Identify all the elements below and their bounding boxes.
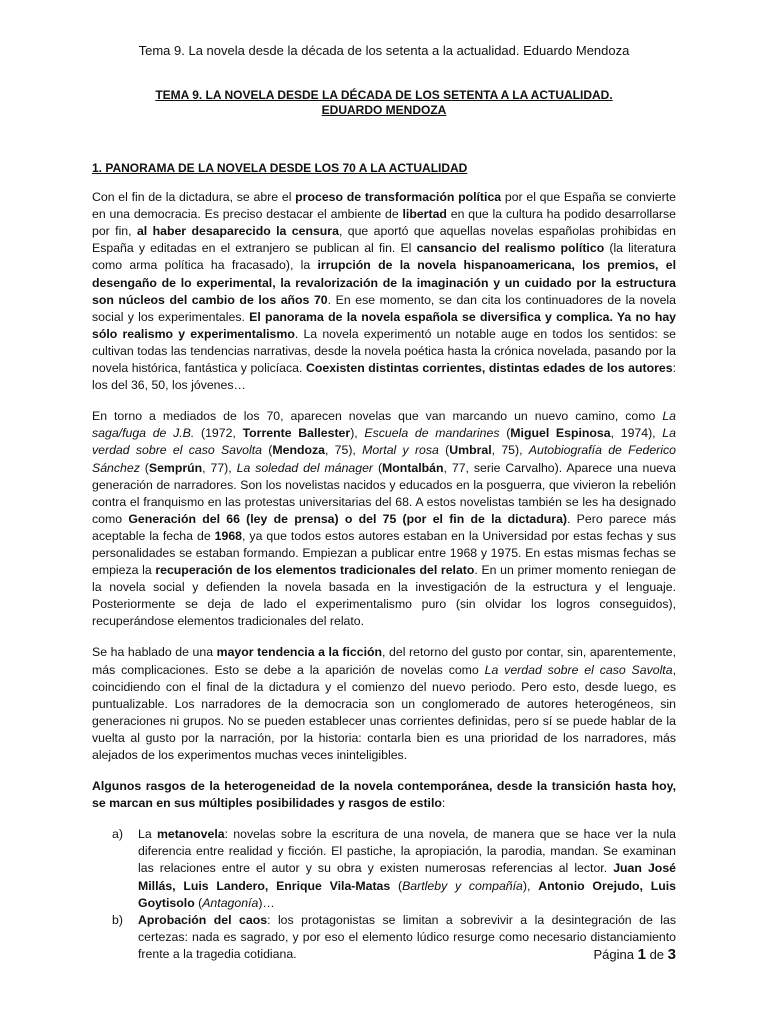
text-run: )…	[258, 895, 275, 910]
text-run: Con el fin de la dictadura, se abre el	[92, 190, 296, 205]
text-run: , 77),	[202, 460, 237, 475]
text-run: (	[438, 443, 450, 458]
bold-text: recuperación de los elementos tradicionales del relato	[155, 563, 475, 578]
bold-text: Semprún	[148, 460, 203, 475]
paragraph-1	[92, 189, 676, 394]
page-of: de	[649, 947, 665, 962]
text-run: . En un primer momento reniegan de la novela social y defienden la novela basada en la investigación de la estructura y el lenguaje. Posteriormente se deja de lado el experimentalismo puro (sin olvidar los logros conseguidos), recuperándose elementos tradicionales del relato.	[92, 563, 677, 629]
text-run: En torno a mediados de los 70, aparecen novelas que van marcando un nuevo camino, como	[92, 409, 663, 424]
page-current: 1	[637, 946, 646, 963]
text-run: Se ha hablado de una	[92, 645, 217, 660]
text-run: en que la cultura ha podido desarrollarse por fin,	[92, 207, 676, 239]
bold-text: cansancio del realismo político	[416, 241, 605, 256]
text-run: (	[261, 443, 273, 458]
italic-text: La verdad sobre el caso Savolta	[484, 662, 673, 677]
italic-text: Antagonía	[202, 895, 259, 910]
bold-text: Torrente Ballester	[242, 426, 351, 441]
text-run: ),	[522, 878, 539, 893]
bold-text: Miguel Espinosa	[510, 426, 611, 441]
section-heading: 1. PANORAMA DE LA NOVELA DESDE LOS 70 A LA ACTUALIDAD	[92, 161, 468, 175]
paragraph-4	[92, 778, 676, 812]
italic-text: La saga/fuga de J.B.	[92, 409, 676, 441]
text-run: , del retorno del gusto por contar, sin, aparentemente, más complicaciones. Esto se debe a la aparición de novelas como	[92, 645, 677, 677]
bold-text: El panorama de la novela española se diversifica y complica. Ya no hay sólo realismo y experimentalismo	[92, 309, 677, 341]
italic-text: La verdad sobre el caso Savolta	[92, 426, 676, 458]
list-item-text	[138, 827, 676, 909]
bold-text: Coexisten distintas corrientes, distintas edades de los autores	[305, 361, 673, 376]
text-run: , que aportó que aquellas novelas españolas prohibidas en España y editadas en el extranjero se publican al fin. El	[92, 224, 677, 256]
list-item	[92, 826, 676, 911]
italic-text: Bartleby y compañía	[402, 878, 523, 893]
document-title	[92, 88, 676, 118]
text-run: , 77, serie Carvalho). Aparece una nueva generación de narradores. Son los novelistas nacidos y educados en la posguerra, que vivieron la rebelión contra el franquismo en las protestas universitarias del 68. A estos novelistas también se les ha designado como	[92, 460, 677, 526]
bold-text: Aprobación del caos	[138, 912, 268, 927]
text-run: ),	[350, 426, 365, 441]
italic-text: La soledad del mánager	[236, 460, 374, 475]
bold-text: mayor tendencia a la ficción	[216, 645, 383, 660]
bold-text: Generación del 66 (ley de prensa) o del 75 (por el fin de la dictadura)	[128, 511, 568, 526]
bold-text: Umbral	[449, 443, 492, 458]
page-footer	[593, 946, 676, 964]
document-title-line-2: EDUARDO MENDOZA	[321, 103, 447, 117]
text-run: (	[390, 878, 403, 893]
paragraph-2	[92, 408, 676, 630]
text-run: (la literatura como arma política ha fracasado), la	[92, 241, 676, 273]
text-run: , 1974),	[610, 426, 663, 441]
text-run: . En ese momento, se dan cita los continuadores de la novela social y los experimentales.	[92, 292, 677, 324]
text-run: : los protagonistas se limitan a sobrevivir a la desintegración de las certezas: nada es sagrado, y por eso el elemento lúdico resurge como necesario distanciamiento frente a la tragedia cotidiana.	[138, 912, 676, 961]
text-run: , 75),	[491, 443, 529, 458]
bold-text: metanovela	[156, 827, 225, 842]
italic-text: Autobiografía de Federico Sánchez	[92, 443, 676, 475]
bold-text: libertad	[402, 207, 447, 222]
text-run: , coincidiendo con el final de la dictadura y el comienzo del nuevo periodo. Pero esto, desde luego, es puntualizable. Los narradores de la democracia son un conglomerado de autores heterogéneos, sin generaciones ni grupos. No se pueden establecer unas corrientes definidas, pero sí se puede hablar de la vuelta al gusto por la narración, por la historia: contarla bien es una prioridad de los narradores, más alejados de los experimentos muchas veces ininteligibles.	[92, 662, 676, 762]
text-run: (1972,	[194, 426, 243, 441]
text-run: , 75),	[324, 443, 363, 458]
feature-list	[92, 826, 676, 963]
bold-text: proceso de transformación política	[295, 190, 502, 205]
text-run: La	[138, 827, 157, 842]
text-run: (	[194, 895, 203, 910]
bold-text: 1968	[214, 528, 243, 543]
page-label: Página	[593, 947, 634, 962]
italic-text: Escuela de mandarines	[364, 426, 500, 441]
bold-text: Antonio Orejudo, Luis Goytisolo	[138, 878, 676, 910]
paragraph-3	[92, 644, 676, 764]
list-item	[92, 912, 676, 963]
document-title-line-1: TEMA 9. LA NOVELA DESDE LA DÉCADA DE LOS SETENTA A LA ACTUALIDAD.	[155, 88, 613, 102]
text-run: :	[441, 796, 446, 811]
text-run: : los del 36, 50, los jóvenes…	[92, 361, 676, 393]
document-body	[92, 160, 676, 963]
bold-text: Algunos rasgos de la heterogeneidad de la novela contemporánea, desde la transición hasta hoy, se marcan en sus múltiples posibilidades y rasgos de estilo	[92, 779, 676, 811]
bold-text: Juan José Millás, Luis Landero, Enrique Vila-Matas	[138, 861, 676, 893]
bold-text: irrupción de la novela hispanoamericana, los premios, el desengaño de lo experimental, la revalorización de la imaginación y un cuidado por la estructura son núcleos del cambio de los años 70	[92, 258, 676, 307]
text-run: . La novela experimentó un notable auge en todos los sentidos: se cultivan todas las tendencias narrativas, desde la novela poética hasta la crónica novelada, pasando por la novela histórica, fantástica y policíaca.	[92, 326, 676, 376]
running-header: Tema 9. La novela desde la década de los setenta a la actualidad. Eduardo Mendoza	[138, 43, 630, 58]
text-run: (	[499, 426, 511, 441]
list-marker: b)	[112, 912, 123, 927]
italic-text: Mortal y rosa	[362, 443, 439, 458]
text-run: (	[139, 460, 149, 475]
text-run: (	[373, 460, 383, 475]
bold-text: al haber desaparecido la censura	[136, 224, 339, 239]
bold-text: Montalbán	[382, 460, 444, 475]
text-run: , ya que todos estos autores estaban en la Universidad por estas fechas y sus personalidades se estaban formando. Empiezan a publicar entre 1968 y 1975. En estas mismas fechas se empieza la	[92, 528, 677, 578]
list-marker: a)	[112, 827, 123, 842]
text-run: . Pero parece más aceptable la fecha de	[92, 511, 676, 543]
text-run: por el que España se convierte en una democracia. Es preciso destacar el ambiente de	[92, 190, 676, 222]
text-run: : novelas sobre la escritura de una novela, de manera que se hace ver la nula diferencia entre realidad y ficción. El pastiche, la apropiación, la parodia, mandan. Se examinan las relaciones entre el autor y su obra y existen numerosas referencias al lector.	[138, 827, 676, 876]
page-total: 3	[667, 946, 676, 963]
bold-text: Mendoza	[272, 443, 325, 458]
